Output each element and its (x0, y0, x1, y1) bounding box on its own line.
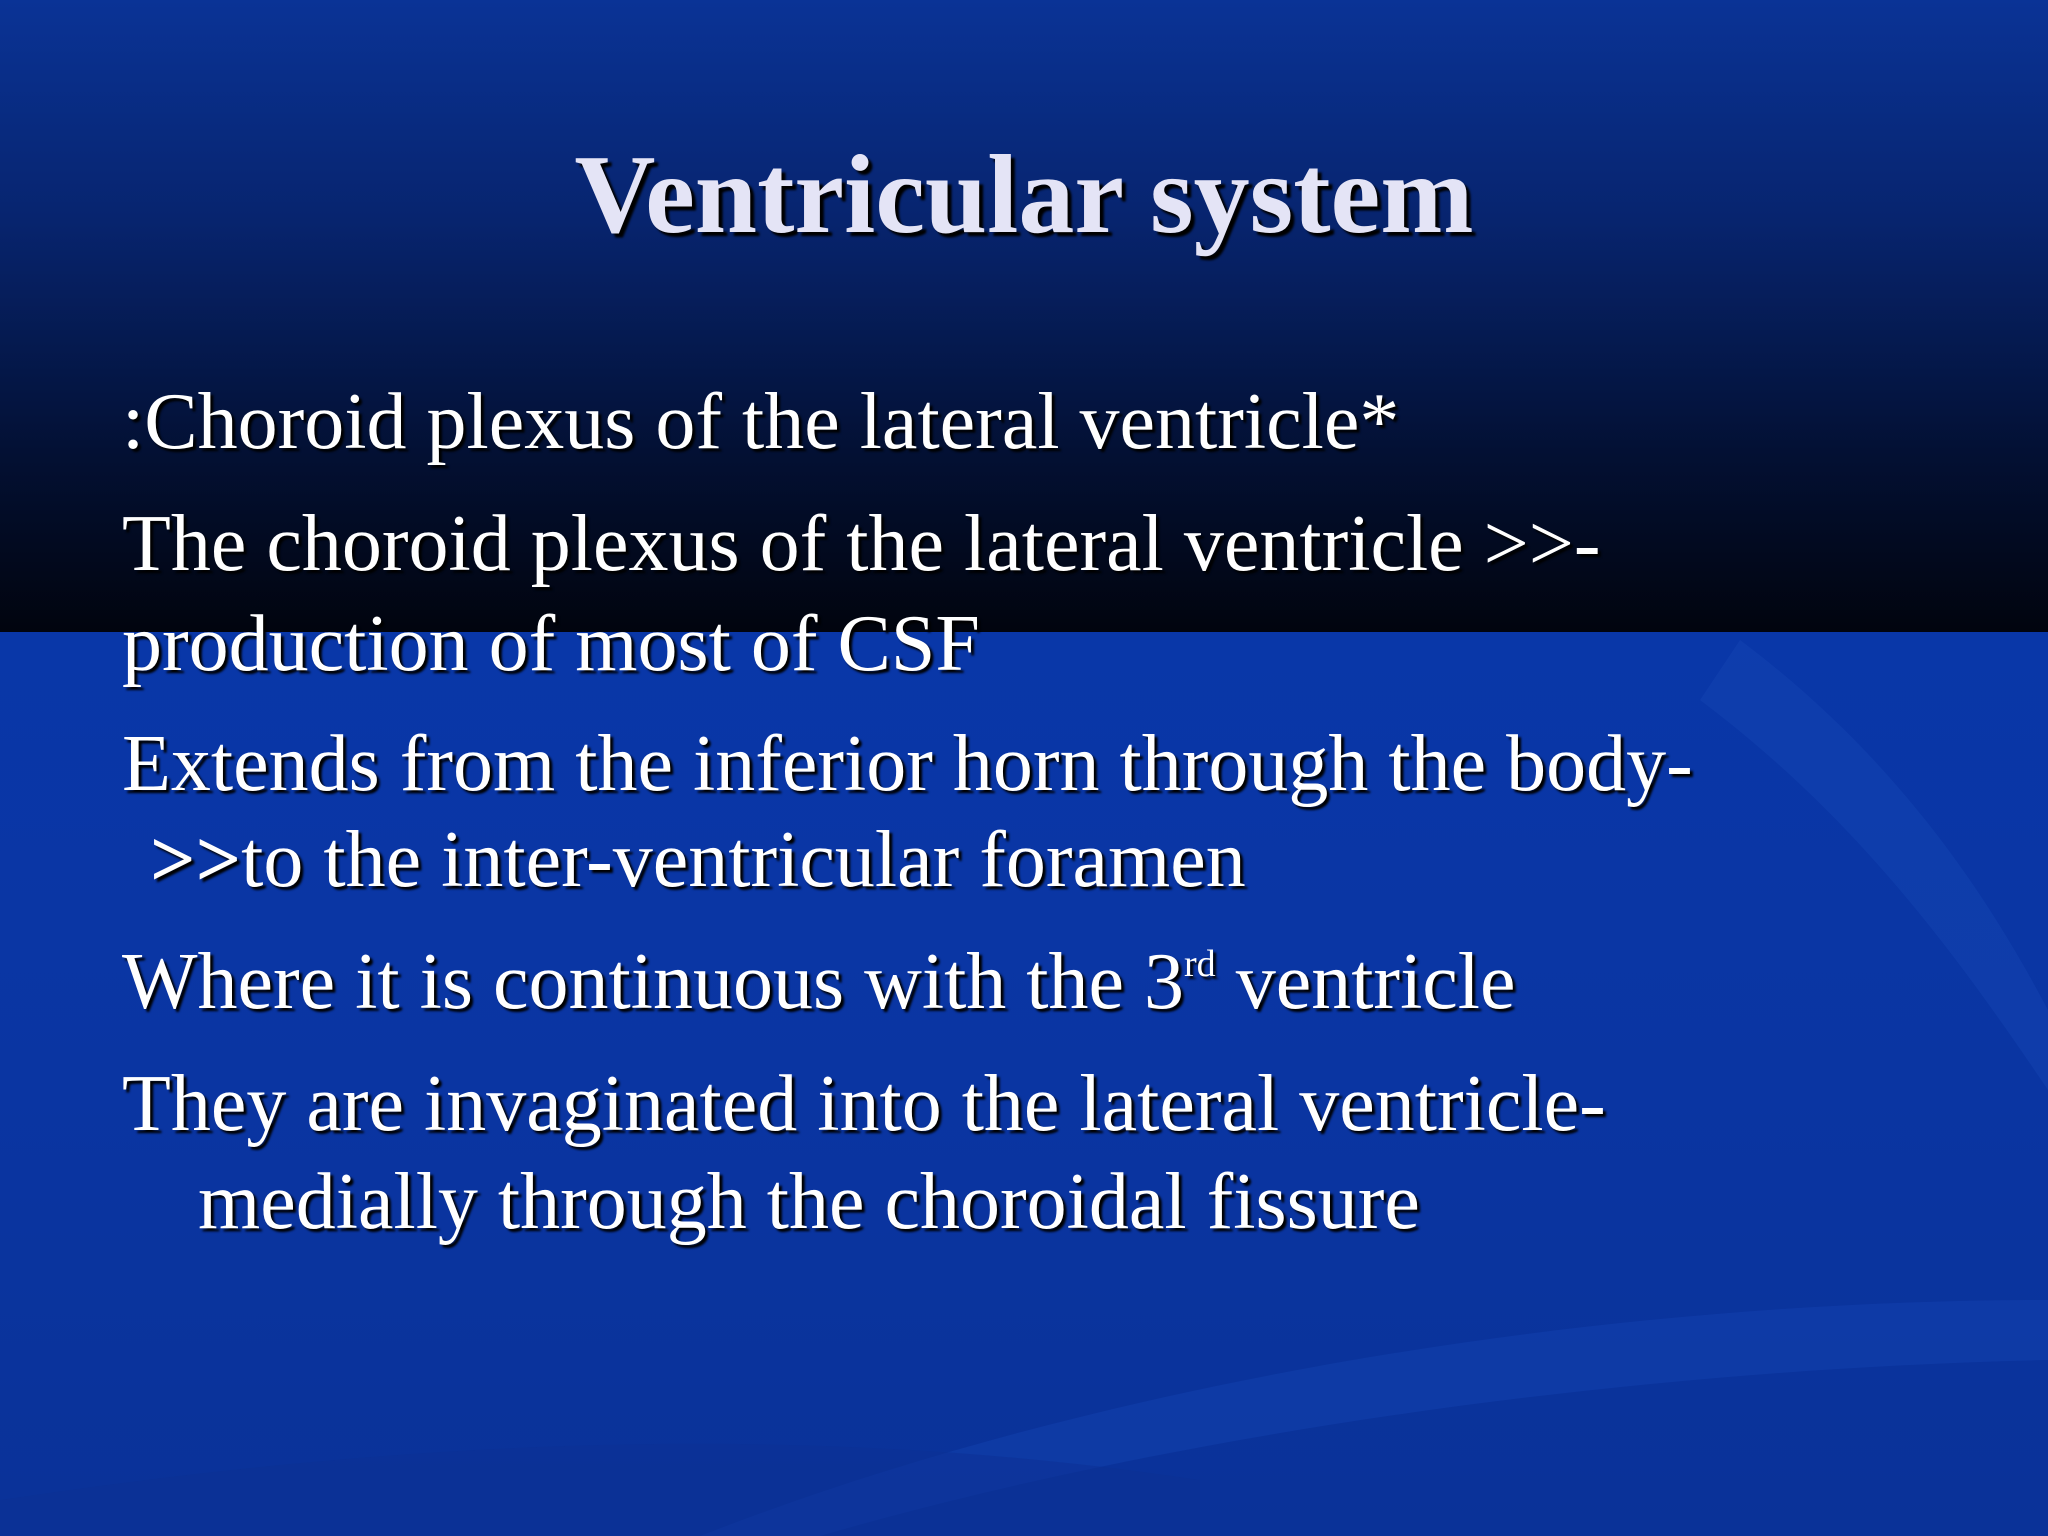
heading-line (122, 374, 1982, 470)
bullet-line-1: The choroid plexus of the lateral ventricle >>- (122, 500, 1601, 588)
continuous-after: ventricle (1215, 938, 1516, 1026)
bullet-line-2: production of most of CSF (122, 600, 980, 688)
bullet-line-3: Extends from the inferior horn through the body- (122, 720, 1693, 808)
ordinal-suffix: rd (1184, 943, 1216, 985)
bullet-line-4 (150, 812, 2010, 908)
heading-text: Choroid plexus of the lateral ventricle (144, 378, 1360, 466)
bullet-line-7: medially through the choroidal fissure (198, 1158, 1420, 1246)
heading-prefix: : (122, 378, 145, 466)
bullet-line-6: They are invaginated into the lateral ventricle- (122, 1060, 1606, 1148)
bullet-line-4-text: to the inter-ventricular foramen (241, 816, 1246, 904)
bullet-line-5 (122, 934, 1982, 1030)
heading-marker: * (1359, 378, 1400, 466)
continuous-before: Where it is continuous with the 3 (122, 938, 1185, 1026)
arrows-marker: >> (150, 816, 242, 904)
slide-title: Ventricular system (574, 133, 1474, 257)
